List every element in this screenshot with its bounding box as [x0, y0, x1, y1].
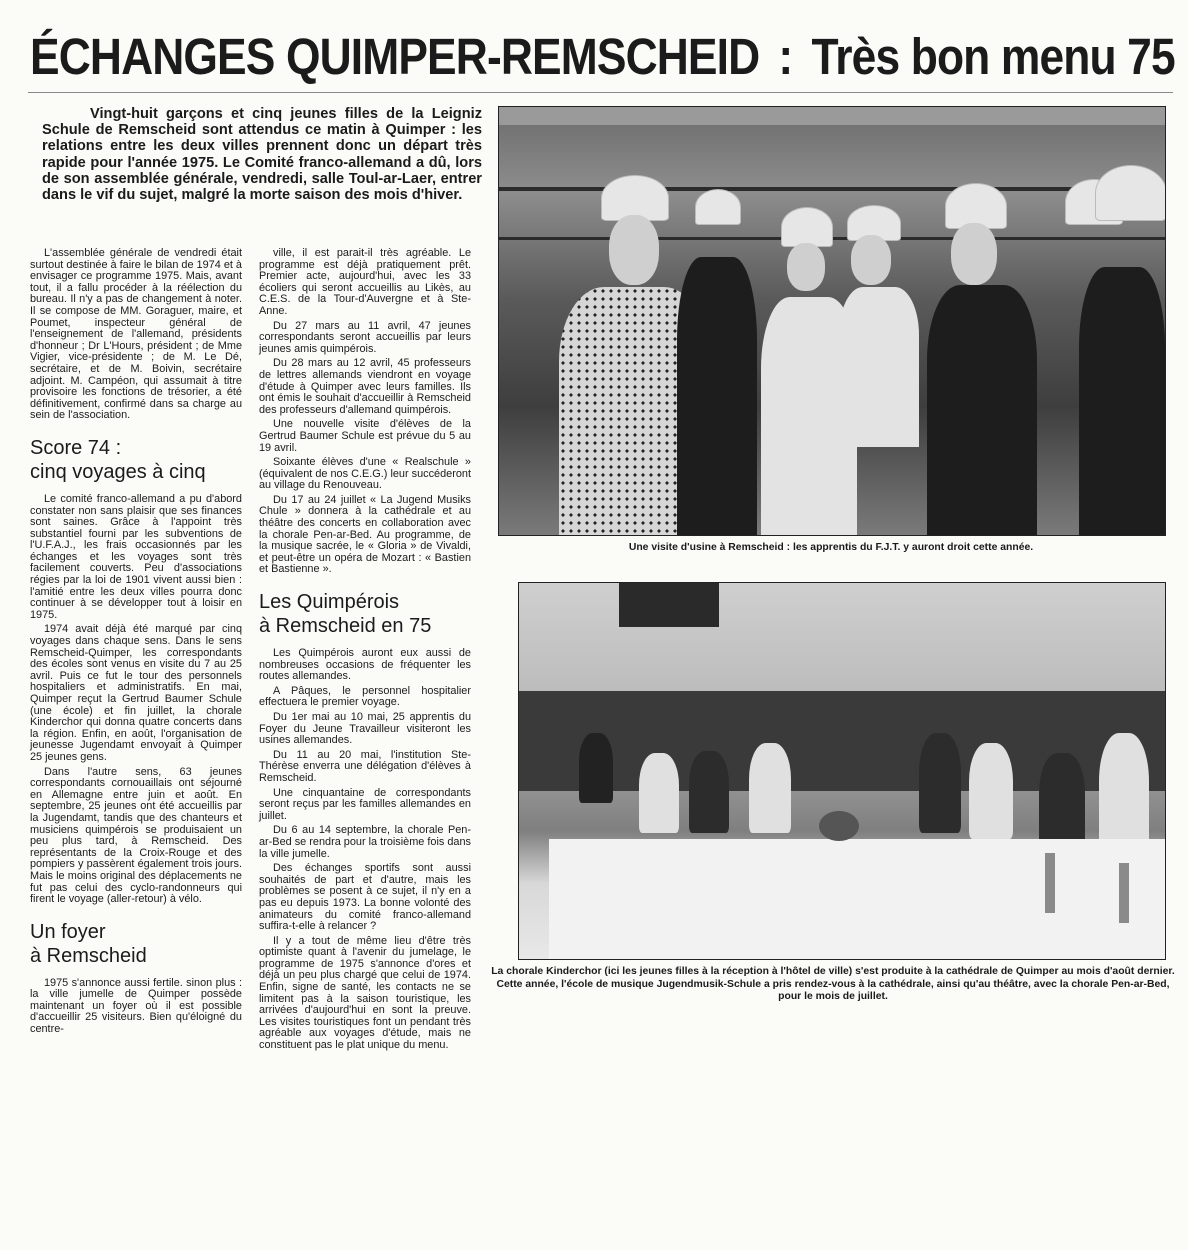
lead-paragraph: Vingt-huit garçons et cinq jeunes filles de la Leigniz Schule de Remscheid sont attendus ce matin à Quimper : les relations entre les deux villes prennent donc un départ très rapide pour l'année 1975. Le Comité franco-allemand a dû, lors de son assemblée générale, vendredi, salle Toul-ar-Laer, entrer dans le vif du sujet, malgré la morte saison des mois d'hiver.: [42, 106, 482, 204]
figure-light: [839, 287, 919, 447]
subheading-line: à Remscheid en 75: [259, 615, 432, 638]
headline-sub: Très bon menu 75: [811, 28, 1175, 85]
subheading: [30, 920, 242, 968]
paragraph: 1975 s'annonce aussi fertile. sinon plus : la ville jumelle de Quimper possède maintenant un foyer où il est possible d'accueillir 25 visiteurs. Bien qu'éloigné du centre-: [30, 976, 242, 1036]
article-column-1: [30, 248, 242, 1036]
headline-main: ÉCHANGES QUIMPER-REMSCHEID: [30, 28, 760, 85]
figure-dark: [927, 285, 1037, 535]
bottle: [1045, 853, 1055, 913]
subheading: [259, 590, 471, 638]
subheading-line: Un foyer: [30, 920, 106, 943]
paragraph: L'assemblée générale de vendredi était surtout destinée à faire le bilan de 1974 et à envisager ce programme 1975. Mais, avant tout, il a fallu procéder à la réélection du bureau. Il n'y a pas de changement à noter. Il se compose de MM. Goraguer, maire, et Poumet, inspecteur général de l'enseignement de l'allemand, présidents d'honneur ; Dr L'Hours, président ; de Mme Vigier, vice-présidente ; de M. Le Dé, secrétaire, et de M. Boivin, secrétaire adjoint. M. Campéon, qui assumait à titre provisoire les fonctions de trésorier, a été définitivement, confirmé dans sa charge au sein de l'association.: [30, 247, 242, 422]
subheading-line: Les Quimpérois: [259, 591, 400, 614]
subheading-line: à Remscheid: [30, 944, 147, 967]
paragraph: Les Quimpérois auront eux aussi de nombreuses occasions de fréquenter les routes allemandes.: [259, 647, 471, 683]
paragraph: Du 27 mars au 11 avril, 47 jeunes correspondants seront accueillis par leurs jeunes amis quimpérois.: [259, 319, 471, 355]
photo-caption: La chorale Kinderchor (ici les jeunes filles à la réception à l'hôtel de ville) s'est produite à la cathédrale de Quimper au mois d'août dernier. Cette année, l'école de musique Jugendmusik-Schule a pris rendez-vous à la cathédrale, ainsi qu'au théâtre, avec la chorale Pen-ar-Bed, pour le mois de juillet.: [491, 966, 1175, 1003]
paragraph: ville, il est parait-il très agréable. Le programme est déjà pratiquement prêt. Premier acte, aujourd'hui, avec les 33 écoliers qui seront accueillis au Likès, au C.E.S. de la Tour-d'Auvergne et à Ste-Anne.: [259, 247, 471, 317]
face: [787, 243, 825, 291]
girl-figure: [1099, 733, 1149, 853]
reception-table: [549, 839, 1165, 959]
paragraph: Du 6 au 14 septembre, la chorale Pen-ar-Bed se rendra pour la troisième fois dans la ville jumelle.: [259, 824, 471, 860]
paragraph: Il y a tout de même lieu d'être très optimiste quant à l'avenir du jumelage, le programme de 1975 s'annonce d'ores et déjà un peu plus chargé que celui de 1974. Enfin, signe de santé, les contacts ne se limitent pas à la saison touristique, les arrivées d'aujourd'hui en sont la preuve. Les visites touristiques font un pendant très agréable aux voyages d'étude, mais ne constituent pas le plat unique du menu.: [259, 934, 471, 1052]
face: [609, 215, 659, 285]
helmet: [1095, 165, 1166, 221]
paragraph: Du 17 au 24 juillet « La Jugend Musiks Chule » donnera à la cathédrale et au théâtre des concerts en collaboration avec la chorale Pen-ar-Bed. Au programme, de la musique sacrée, le « Gloria » de Vivaldi, et peut-être un opéra de Mozart : « Bastien et Bastienne ».: [259, 493, 471, 576]
photo-choir-reception: [518, 582, 1166, 960]
paragraph: Une nouvelle visite d'élèves de la Gertrud Baumer Schule est prévue du 5 au 19 avril.: [259, 418, 471, 454]
girl-figure: [579, 733, 613, 803]
face: [851, 235, 891, 285]
paragraph: Des échanges sportifs sont aussi souhaités de part et d'autre, mais les problèmes se posent à ce sujet, il n'y en a pas eu depuis 1973. La bonne volonté des animateurs du comité franco-allemand suffira-t-elle à relancer ?: [259, 862, 471, 933]
paragraph: Du 11 au 20 mai, l'institution Ste-Thérèse enverra une délégation d'élèves à Remscheid.: [259, 748, 471, 784]
headline-rule: [28, 92, 1173, 93]
girl-figure: [639, 753, 679, 833]
girl-figure: [969, 743, 1013, 839]
girl-figure: [1039, 753, 1085, 853]
paragraph: Le comité franco-allemand a pu d'abord constater non sans plaisir que ses finances sont saines. Grâce à l'appoint très substantiel fourni par les subventions de l'U.F.A.J., les frais occasionnés par les échanges et les voyages sont très facilement couverts. Peu d'associations régies par la loi de 1901 vivent aussi bien : l'amitié entre les deux villes pourra donc continuer à se développer tout à loisir en 1975.: [30, 492, 242, 621]
subheading: [30, 436, 242, 484]
figure-dark: [677, 257, 757, 535]
helmet: [695, 189, 741, 225]
subheading-line: Score 74 :: [30, 436, 122, 459]
paragraph: Une cinquantaine de correspondants seront reçus par les familles allemandes en juillet.: [259, 786, 471, 822]
flower-bouquet: [819, 811, 859, 841]
paragraph: Du 1er mai au 10 mai, 25 apprentis du Foyer du Jeune Travailleur visiteront les usines allemandes.: [259, 711, 471, 747]
girl-figure: [919, 733, 961, 833]
figure-dark: [1079, 267, 1165, 535]
photo-factory-visit: [498, 106, 1166, 536]
photo-caption: Une visite d'usine à Remscheid : les apprentis du F.J.T. y auront droit cette année.: [628, 542, 1034, 553]
subheading-line: cinq voyages à cinq: [30, 460, 206, 483]
girl-figure: [749, 743, 791, 833]
wall-painting: [619, 583, 719, 627]
paragraph: Du 28 mars au 12 avril, 45 professeurs de lettres allemands viendront en voyage d'étude à Quimper avec leurs familles. Ils ont émis le souhait d'accueillir à Remscheid des professeurs d'allemand quimpérois.: [259, 357, 471, 416]
article-column-2: [259, 248, 471, 1052]
photo-beam: [499, 187, 1165, 191]
paragraph: Soixante élèves d'une « Realschule » (équivalent de nos C.E.G.) leur succéderont au village du Renouveau.: [259, 456, 471, 492]
photo-ceiling: [499, 107, 1165, 125]
girl-figure: [689, 751, 729, 833]
paragraph: 1974 avait déjà été marqué par cinq voyages dans chaque sens. Dans le sens Remscheid-Quimper, les correspondants des écoles sont venus en visite du 7 au 25 avril. Puis ce fut le tour des personnels hospitaliers et administratifs. En mai, Quimper reçut la Gertrud Baumer Schule (une école) et fin juillet, la chorale Kinderchor qui donna quatre concerts dans la région. Enfin, en août, l'organisation de jeunesse Jugendamt envoyait à Quimper 25 jeunes gens.: [30, 623, 242, 763]
paragraph: A Pâques, le personnel hospitalier effectuera le premier voyage.: [259, 684, 471, 709]
headline: [30, 22, 1175, 92]
paragraph: Dans l'autre sens, 63 jeunes correspondants cornouaillais ont séjourné en Allemagne entre juin et août. En septembre, 25 jeunes ont été accueillis par la Jugendamt, tandis que des chanteurs et musiciens quimpérois se produisaient un peu plus tard, à Remscheid. Des représentants de la Croix-Rouge et des pompiers y passèrent également trois jours. Mais le moins original des déplacements ne fut pas celui des cyclo-randonneurs qui firent le voyage (aller-retour) à vélo.: [30, 765, 242, 906]
headline-separator: :: [778, 28, 793, 85]
face: [951, 223, 997, 285]
helmet: [781, 207, 833, 247]
bottle: [1119, 863, 1129, 923]
